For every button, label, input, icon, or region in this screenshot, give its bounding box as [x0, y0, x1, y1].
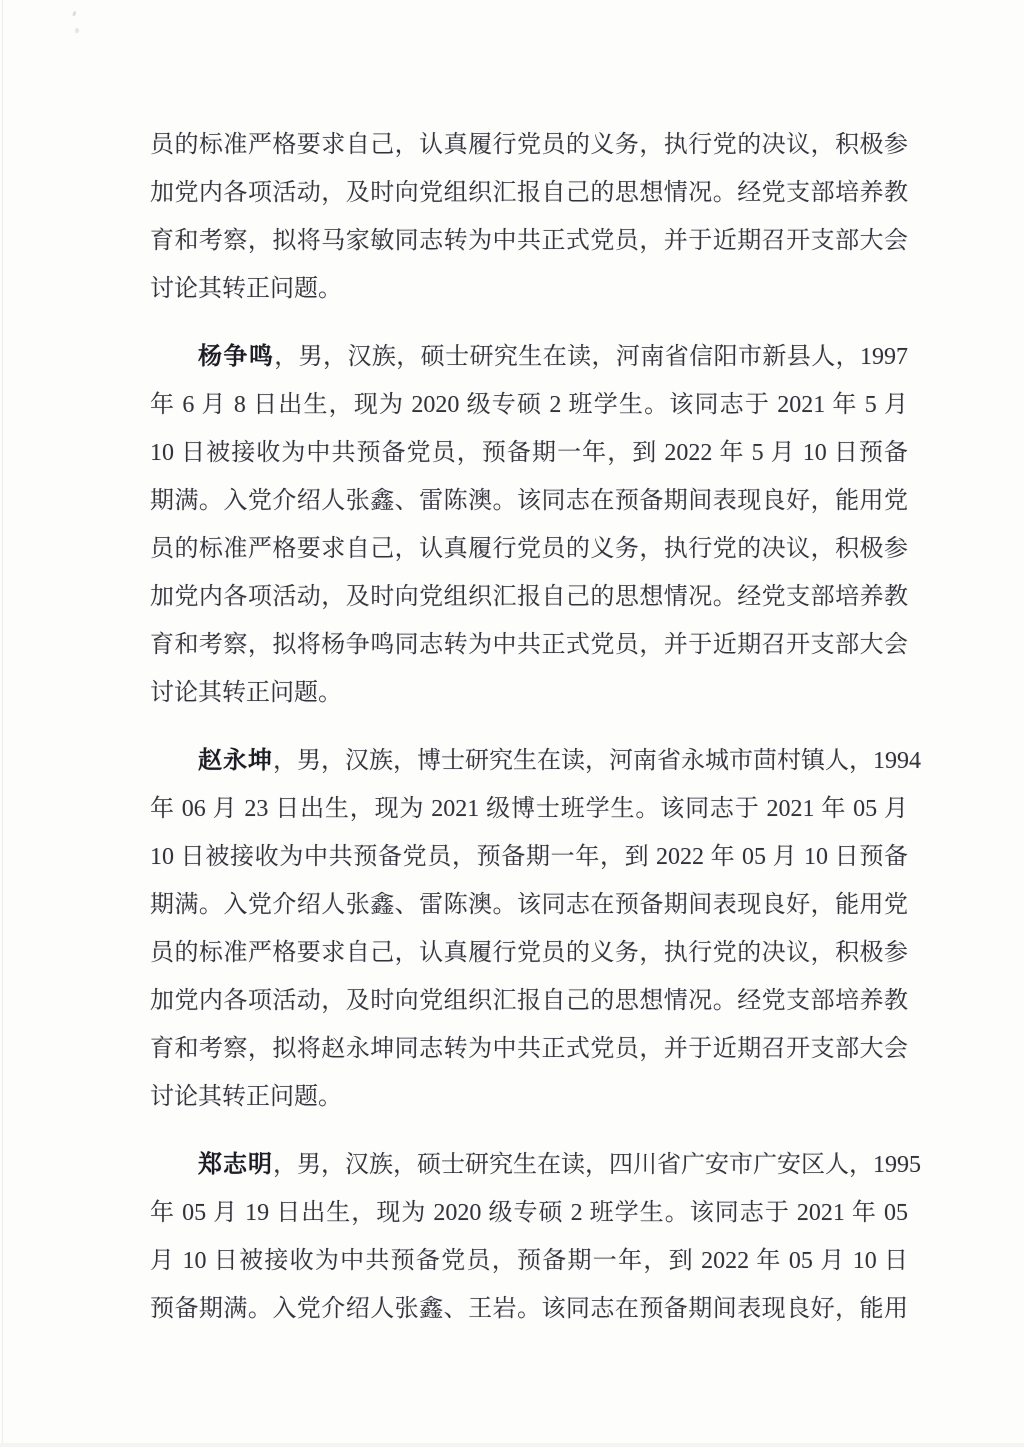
- text-line: [150, 737, 921, 785]
- member-intro-text: ，男，汉族，硕士研究生在读，河南省信阳市新县人，1997: [274, 344, 909, 370]
- text-line: 年 05 月 19 日出生，现为 2020 级专硕 2 班学生。该同志于 2021 年 05: [150, 1200, 908, 1226]
- text-line: 月 10 日被接收为中共预备党员，预备期一年，到 2022 年 05 月 10 日: [150, 1248, 908, 1274]
- text-line: 员的标准严格要求自己，认真履行党员的义务，执行党的决议，积极参: [150, 536, 908, 562]
- member-intro-text: ，男，汉族，硕士研究生在读，四川省广安市广安区人，1995: [273, 1152, 921, 1178]
- paragraph-zheng-zhiming: [150, 1141, 921, 1333]
- text-line: 育和考察，拟将赵永坤同志转为中共正式党员，并于近期召开支部大会: [150, 1036, 908, 1062]
- scan-speckle: [72, 11, 76, 17]
- text-line: 年 06 月 23 日出生，现为 2021 级博士班学生。该同志于 2021 年 05 月: [150, 796, 908, 822]
- text-line: 加党内各项活动，及时向党组织汇报自己的思想情况。经党支部培养教: [150, 584, 908, 610]
- text-line: 期满。入党介绍人张鑫、雷陈澳。该同志在预备期间表现良好，能用党: [150, 488, 908, 514]
- text-line: 加党内各项活动，及时向党组织汇报自己的思想情况。经党支部培养教: [150, 988, 908, 1014]
- text-line: 讨论其转正问题。: [150, 276, 342, 302]
- text-line: 员的标准严格要求自己，认真履行党员的义务，执行党的决议，积极参: [150, 940, 908, 966]
- paragraph-ma-jiamin-continuation: [150, 121, 908, 313]
- member-name: 郑志明: [198, 1152, 273, 1178]
- text-line: 10 日被接收为中共预备党员，预备期一年，到 2022 年 05 月 10 日预备: [150, 844, 908, 870]
- document-text-block: [150, 121, 921, 1353]
- text-line: 年 6 月 8 日出生，现为 2020 级专硕 2 班学生。该同志于 2021 年 5 月: [150, 392, 908, 418]
- member-name: 赵永坤: [198, 748, 273, 774]
- paragraph-yang-zhengming: [150, 333, 908, 717]
- text-line: 育和考察，拟将马家敏同志转为中共正式党员，并于近期召开支部大会: [150, 228, 908, 254]
- text-line: 育和考察，拟将杨争鸣同志转为中共正式党员，并于近期召开支部大会: [150, 632, 908, 658]
- paragraph-zhao-yongkun: [150, 737, 921, 1121]
- member-name: 杨争鸣: [198, 344, 275, 370]
- text-line: [150, 333, 908, 381]
- text-line: 10 日被接收为中共预备党员，预备期一年，到 2022 年 5 月 10 日预备: [150, 440, 908, 466]
- scan-edge: [2, 0, 3, 1447]
- text-line: 加党内各项活动，及时向党组织汇报自己的思想情况。经党支部培养教: [150, 180, 908, 206]
- member-intro-text: ，男，汉族，博士研究生在读，河南省永城市茴村镇人，1994: [273, 748, 921, 774]
- text-line: 员的标准严格要求自己，认真履行党员的义务，执行党的决议，积极参: [150, 132, 908, 158]
- text-line: 讨论其转正问题。: [150, 680, 342, 706]
- text-line: 预备期满。入党介绍人张鑫、王岩。该同志在预备期间表现良好，能用: [150, 1296, 908, 1322]
- text-line: 讨论其转正问题。: [150, 1084, 342, 1110]
- text-line: [150, 1141, 921, 1189]
- scan-speckle: [75, 28, 80, 34]
- text-line: 期满。入党介绍人张鑫、雷陈澳。该同志在预备期间表现良好，能用党: [150, 892, 908, 918]
- scan-edge: [0, 1443, 1024, 1447]
